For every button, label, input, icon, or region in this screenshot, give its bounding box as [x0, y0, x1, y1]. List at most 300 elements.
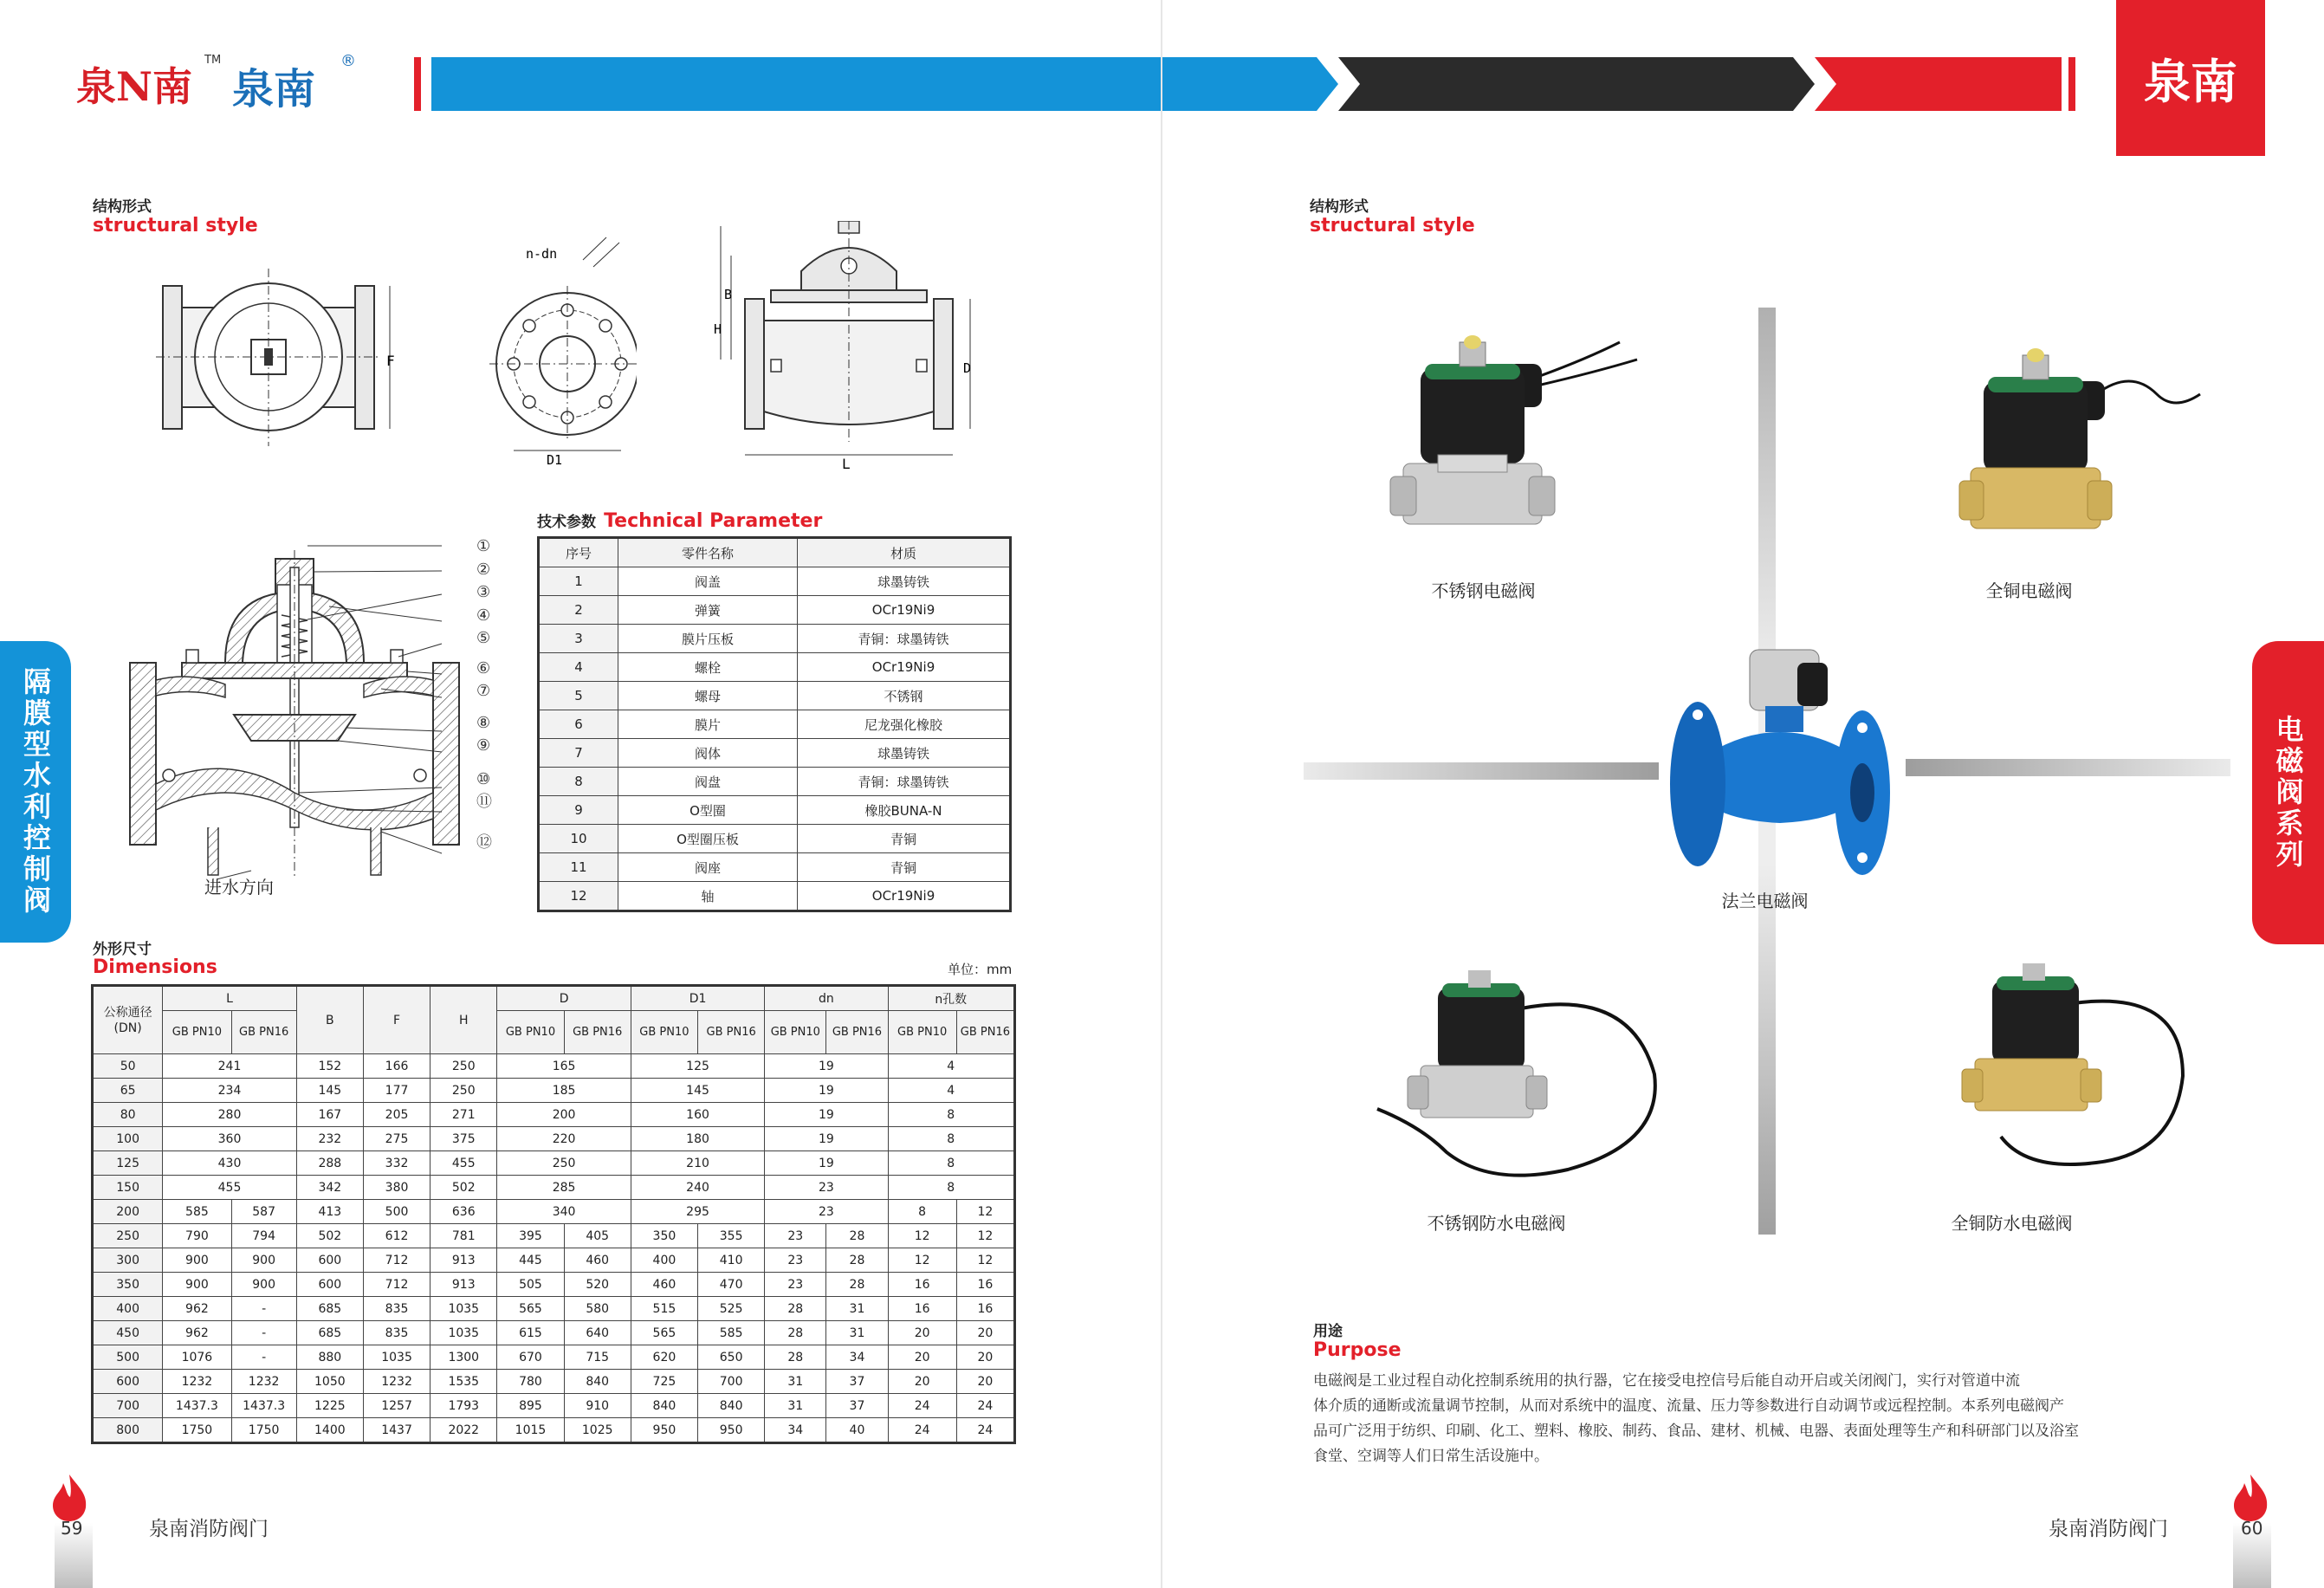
dimensions-table: [91, 984, 1016, 1444]
dim-col-d: D: [497, 986, 631, 1011]
dim-cell: 913: [430, 1248, 497, 1273]
dim-cell: 37: [826, 1370, 888, 1394]
dim-cell: 24: [888, 1418, 956, 1443]
unit-label: 单位：mm: [948, 962, 1013, 977]
dim-cell: 515: [631, 1297, 697, 1321]
param-cell-no: 7: [539, 739, 618, 768]
dim-cell: 23: [765, 1248, 826, 1273]
dim-cell: 355: [698, 1224, 765, 1248]
param-cell-material: OCr19Ni9: [798, 882, 1011, 911]
callout-10: ⑩: [476, 769, 491, 788]
param-cell-no: 10: [539, 825, 618, 853]
dim-cell: 900: [163, 1273, 231, 1297]
dim-cell: 360: [163, 1127, 296, 1151]
param-row: [539, 710, 1011, 739]
callout-8: ⑧: [476, 713, 491, 732]
dim-cell: 600: [296, 1248, 363, 1273]
dim-sub-header-l-gb16: GB PN16: [231, 1011, 296, 1054]
param-cell-material: 球墨铸铁: [798, 739, 1011, 768]
dim-cell: 8: [888, 1127, 1014, 1151]
dim-cell: 220: [497, 1127, 631, 1151]
dim-cell: 620: [631, 1345, 697, 1370]
purpose-title-zh: 用途: [1313, 1323, 1343, 1340]
dim-cell: 1015: [497, 1418, 564, 1443]
purpose-title-en: Purpose: [1313, 1339, 1402, 1361]
param-row: [539, 682, 1011, 710]
dim-cell: 165: [497, 1054, 631, 1079]
dim-cell-dn: 200: [93, 1200, 163, 1224]
purpose-line-1: 电磁阀是工业过程自动化控制系统用的执行器，它在接受电控信号后能自动开启或关闭阀门，实行对管道中流: [1313, 1372, 2020, 1390]
dim-row: [93, 1345, 1015, 1370]
dim-cell: 895: [497, 1394, 564, 1418]
param-cell-part: 轴: [618, 882, 798, 911]
left-section-tab-label: 隔膜型水利控制阀: [19, 667, 52, 917]
dim-cell: 4: [888, 1054, 1014, 1079]
dim-cell: 19: [765, 1079, 888, 1103]
param-cell-part: 阀体: [618, 739, 798, 768]
dim-cell: 167: [296, 1103, 363, 1127]
logo-registered: ®: [340, 52, 356, 70]
param-cell-material: 青铜: [798, 853, 1011, 882]
dim-row: [93, 1418, 1015, 1443]
right-structural-style-zh: 结构形式: [1310, 198, 1369, 216]
param-cell-material: OCr19Ni9: [798, 596, 1011, 625]
right-footer-text: 泉南消防阀门: [2049, 1518, 2168, 1540]
dim-col-n: n孔数: [888, 986, 1014, 1011]
dim-label-d: D: [963, 360, 972, 376]
right-section-tab-label: 电磁阀系列: [2271, 715, 2305, 871]
dim-cell: 20: [888, 1345, 956, 1370]
dim-cell: 715: [564, 1345, 631, 1370]
front-view-drawing: [156, 269, 407, 450]
structural-style-zh: 结构形式: [93, 198, 152, 216]
dim-cell: 636: [430, 1200, 497, 1224]
dim-cell: 185: [497, 1079, 631, 1103]
dim-label-b: B: [724, 287, 733, 302]
dim-row: [93, 1224, 1015, 1248]
dim-cell: 1535: [430, 1370, 497, 1394]
dim-cell: 28: [765, 1297, 826, 1321]
dim-label-n-dn: n-dn: [526, 246, 558, 262]
param-cell-no: 8: [539, 768, 618, 796]
dim-sub-header-dn-gb10: GB PN10: [765, 1011, 826, 1054]
dim-cell: 685: [296, 1321, 363, 1345]
dim-cell: 1232: [363, 1370, 430, 1394]
dim-cell: 712: [363, 1248, 430, 1273]
dim-cell: 332: [363, 1151, 430, 1176]
param-title: [537, 509, 822, 532]
dim-cell: 145: [631, 1079, 764, 1103]
param-row: [539, 796, 1011, 825]
dim-cell-dn: 450: [93, 1321, 163, 1345]
dim-cell: 962: [163, 1321, 231, 1345]
dim-cell: 24: [888, 1394, 956, 1418]
dim-cell: 430: [163, 1151, 296, 1176]
param-cell-no: 1: [539, 567, 618, 596]
dim-row: [93, 1127, 1015, 1151]
param-cell-no: 9: [539, 796, 618, 825]
callout-7: ⑦: [476, 682, 491, 700]
param-cell-part: 弹簧: [618, 596, 798, 625]
dim-row: [93, 1273, 1015, 1297]
right-flame-icon: [2229, 1473, 2272, 1523]
param-cell-part: 膜片: [618, 710, 798, 739]
flame-icon: [48, 1473, 91, 1523]
dim-cell: 565: [497, 1297, 564, 1321]
dim-cell: 615: [497, 1321, 564, 1345]
dim-cell: 565: [631, 1321, 697, 1345]
dim-cell: 1750: [231, 1418, 296, 1443]
dim-sub-header-row: [93, 1011, 1015, 1054]
technical-parameter-table: [537, 536, 1012, 912]
dim-cell: 780: [497, 1370, 564, 1394]
param-cell-material: 青铜：球墨铸铁: [798, 625, 1011, 653]
callout-2: ②: [476, 560, 491, 579]
dim-cell: 342: [296, 1176, 363, 1200]
dim-cell: 505: [497, 1273, 564, 1297]
dim-cell: 1437.3: [231, 1394, 296, 1418]
param-col-no: 序号: [539, 538, 618, 567]
brand-logo: [76, 50, 371, 111]
dim-cell: 380: [363, 1176, 430, 1200]
dim-cell: 160: [631, 1103, 764, 1127]
dim-cell: 12: [888, 1248, 956, 1273]
dim-cell: 200: [497, 1103, 631, 1127]
dim-cell: 8: [888, 1176, 1014, 1200]
dim-cell: 234: [163, 1079, 296, 1103]
dim-cell: 455: [163, 1176, 296, 1200]
dim-cell: 28: [765, 1345, 826, 1370]
dim-col-dn-hole: dn: [765, 986, 888, 1011]
dim-cell: 12: [956, 1248, 1014, 1273]
dim-cell: 375: [430, 1127, 497, 1151]
param-col-material: 材质: [798, 538, 1011, 567]
param-cell-part: 膜片压板: [618, 625, 798, 653]
dim-cell: 28: [826, 1224, 888, 1248]
callout-4: ④: [476, 606, 491, 625]
dim-cell: 455: [430, 1151, 497, 1176]
left-footer-text: 泉南消防阀门: [149, 1518, 269, 1540]
dim-row: [93, 1321, 1015, 1345]
dim-cell-dn: 600: [93, 1370, 163, 1394]
dim-cell: 585: [698, 1321, 765, 1345]
dim-cell: 1300: [430, 1345, 497, 1370]
dim-label-h: H: [714, 321, 722, 337]
dim-cell: 8: [888, 1200, 956, 1224]
side-view-drawing: [710, 221, 987, 472]
product-caption-brass: 全铜电磁阀: [1985, 580, 2073, 601]
param-row: [539, 625, 1011, 653]
dim-cell: 250: [430, 1054, 497, 1079]
dim-cell: 145: [296, 1079, 363, 1103]
dim-cell: 1035: [430, 1321, 497, 1345]
right-brand-text: 泉南: [2144, 53, 2237, 109]
param-cell-material: OCr19Ni9: [798, 653, 1011, 682]
dim-cell: 271: [430, 1103, 497, 1127]
dim-cell: 152: [296, 1054, 363, 1079]
dim-cell: 125: [631, 1054, 764, 1079]
dim-cell: 280: [163, 1103, 296, 1127]
dim-cell: 500: [363, 1200, 430, 1224]
param-cell-no: 11: [539, 853, 618, 882]
product-caption-flange: 法兰电磁阀: [1721, 891, 1809, 911]
dim-cell: 585: [163, 1200, 231, 1224]
dim-cell: 31: [826, 1297, 888, 1321]
param-row: [539, 596, 1011, 625]
logo-text: 泉南: [232, 65, 316, 113]
dim-cell: 1035: [430, 1297, 497, 1321]
dim-cell: 1225: [296, 1394, 363, 1418]
logo-mark: 泉N南: [76, 63, 193, 110]
product-image-stainless: [1386, 325, 1646, 559]
dim-cell: 840: [698, 1394, 765, 1418]
param-cell-material: 青铜：球墨铸铁: [798, 768, 1011, 796]
callout-1: ①: [476, 537, 491, 555]
left-section-tab: [0, 641, 71, 943]
dim-cell: 640: [564, 1321, 631, 1345]
dim-cell: 4: [888, 1079, 1014, 1103]
dim-cell: 250: [497, 1151, 631, 1176]
param-cell-part: 螺栓: [618, 653, 798, 682]
param-cell-part: O型圈压板: [618, 825, 798, 853]
param-cell-part: 螺母: [618, 682, 798, 710]
dim-cell: 20: [888, 1321, 956, 1345]
dim-label-f: F: [386, 353, 395, 369]
dim-cell: 790: [163, 1224, 231, 1248]
dim-cell: 612: [363, 1224, 430, 1248]
dim-cell-dn: 80: [93, 1103, 163, 1127]
param-cell-no: 2: [539, 596, 618, 625]
product-image-flange: [1663, 645, 1897, 888]
dim-cell: 910: [564, 1394, 631, 1418]
product-caption-brass-waterproof: 全铜防水电磁阀: [1951, 1213, 2073, 1234]
dim-cell: 670: [497, 1345, 564, 1370]
dim-cell: 600: [296, 1273, 363, 1297]
param-col-part: 零件名称: [618, 538, 798, 567]
dim-cell: 1793: [430, 1394, 497, 1418]
dim-cell: 712: [363, 1273, 430, 1297]
dim-cell: 23: [765, 1224, 826, 1248]
dim-cell: 16: [888, 1273, 956, 1297]
param-row: [539, 567, 1011, 596]
dim-cell: -: [231, 1321, 296, 1345]
dim-cell: 650: [698, 1345, 765, 1370]
dim-cell: 285: [497, 1176, 631, 1200]
purpose-line-4: 食堂、空调等人们日常生活设施中。: [1313, 1448, 1549, 1465]
dim-row: [93, 1200, 1015, 1224]
dim-cell: 900: [163, 1248, 231, 1273]
dim-cell: 685: [296, 1297, 363, 1321]
dim-cell: 950: [698, 1418, 765, 1443]
dim-cell: 502: [430, 1176, 497, 1200]
dim-cell: 37: [826, 1394, 888, 1418]
product-image-brass-waterproof: [1923, 963, 2217, 1180]
dim-cell: 840: [564, 1370, 631, 1394]
dim-label-l: L: [842, 456, 851, 472]
dim-cell-dn: 100: [93, 1127, 163, 1151]
dim-cell: 460: [564, 1248, 631, 1273]
dim-cell: 20: [956, 1321, 1014, 1345]
dim-cell: 19: [765, 1103, 888, 1127]
param-cell-no: 6: [539, 710, 618, 739]
dim-cell: 20: [888, 1370, 956, 1394]
dim-col-f: F: [363, 986, 430, 1054]
dim-cell: 12: [956, 1200, 1014, 1224]
dim-cell: 31: [826, 1321, 888, 1345]
dim-cell: 275: [363, 1127, 430, 1151]
product-caption-stainless-waterproof: 不锈钢防水电磁阀: [1427, 1213, 1566, 1234]
dim-cell-dn: 250: [93, 1224, 163, 1248]
dim-sub-header-n-gb16: GB PN16: [956, 1011, 1014, 1054]
param-header-row: [539, 538, 1011, 567]
dim-sub-header-d1-gb16: GB PN16: [698, 1011, 765, 1054]
cross-section-drawing: [121, 533, 511, 897]
callout-9: ⑨: [476, 736, 491, 755]
dim-cell: 23: [765, 1176, 888, 1200]
dim-cell: 1437: [363, 1418, 430, 1443]
flange-view-drawing: [481, 234, 637, 468]
dim-body: [93, 1054, 1015, 1443]
dim-cell: 23: [765, 1200, 888, 1224]
purpose-paragraph: [1313, 1369, 2218, 1469]
callout-12: ⑫: [476, 833, 492, 852]
dim-cell: -: [231, 1345, 296, 1370]
dim-row: [93, 1151, 1015, 1176]
dim-cell-dn: 800: [93, 1418, 163, 1443]
dim-cell: 31: [765, 1394, 826, 1418]
dim-cell: 835: [363, 1321, 430, 1345]
dim-row: [93, 1054, 1015, 1079]
param-cell-part: 阀盘: [618, 768, 798, 796]
dim-sub-header-dn-gb16: GB PN16: [826, 1011, 888, 1054]
param-cell-material: 尼龙强化橡胶: [798, 710, 1011, 739]
dim-cell: 1076: [163, 1345, 231, 1370]
horizontal-divider-right: [1906, 759, 2230, 776]
dim-cell: 34: [826, 1345, 888, 1370]
dim-cell: 1400: [296, 1418, 363, 1443]
dim-cell: 205: [363, 1103, 430, 1127]
dim-cell: 40: [826, 1418, 888, 1443]
right-page-number: 60: [2241, 1518, 2263, 1539]
dim-cell: 240: [631, 1176, 764, 1200]
callout-11: ⑪: [476, 793, 492, 811]
purpose-line-2: 体介质的通断或流量调节控制，从而对系统中的温度、流量、压力等参数进行自动调节或远程控制。本系列电磁阀产: [1313, 1397, 2064, 1415]
dim-cell: 913: [430, 1273, 497, 1297]
param-cell-no: 5: [539, 682, 618, 710]
dim-cell: 350: [631, 1224, 697, 1248]
dim-cell: 8: [888, 1103, 1014, 1127]
dim-row: [93, 1394, 1015, 1418]
dim-cell-dn: 150: [93, 1176, 163, 1200]
dim-label-d1: D1: [547, 452, 563, 468]
callout-6: ⑥: [476, 658, 491, 677]
dim-row: [93, 1176, 1015, 1200]
param-cell-no: 4: [539, 653, 618, 682]
dim-cell: 12: [888, 1224, 956, 1248]
param-row: [539, 853, 1011, 882]
page-fold: [1161, 0, 1162, 1588]
dim-cell: 232: [296, 1127, 363, 1151]
param-row: [539, 739, 1011, 768]
param-cell-material: 球墨铸铁: [798, 567, 1011, 596]
dim-cell: 1232: [231, 1370, 296, 1394]
param-cell-material: 青铜: [798, 825, 1011, 853]
right-brand-badge: [2116, 0, 2265, 156]
dim-cell: 502: [296, 1224, 363, 1248]
dim-cell: 19: [765, 1054, 888, 1079]
dim-cell: 16: [888, 1297, 956, 1321]
dim-cell: 180: [631, 1127, 764, 1151]
dim-cell: 1050: [296, 1370, 363, 1394]
dim-cell: 405: [564, 1224, 631, 1248]
dim-cell: 24: [956, 1394, 1014, 1418]
dim-cell: 166: [363, 1054, 430, 1079]
dim-cell: 525: [698, 1297, 765, 1321]
dim-cell: 24: [956, 1418, 1014, 1443]
dim-sub-header-l-gb10: GB PN10: [163, 1011, 231, 1054]
purpose-line-3: 品可广泛用于纺织、印刷、化工、塑料、橡胶、制药、食品、建材、机械、电器、表面处理等生产和科研部门以及浴室: [1313, 1423, 2079, 1440]
dim-cell: 20: [956, 1370, 1014, 1394]
dim-cell: 19: [765, 1151, 888, 1176]
dim-cell: 580: [564, 1297, 631, 1321]
dim-cell: 835: [363, 1297, 430, 1321]
dim-col-l: L: [163, 986, 296, 1011]
left-page-number: 59: [61, 1518, 83, 1539]
dim-cell: 1232: [163, 1370, 231, 1394]
dim-col-h: H: [430, 986, 497, 1054]
dim-cell: 900: [231, 1273, 296, 1297]
param-row: [539, 882, 1011, 911]
dim-cell: 410: [698, 1248, 765, 1273]
dim-title-zh: 外形尺寸: [93, 941, 152, 958]
dim-cell-dn: 350: [93, 1273, 163, 1297]
dim-cell: 177: [363, 1079, 430, 1103]
dim-sub-header-n-gb10: GB PN10: [888, 1011, 956, 1054]
dim-cell: 460: [631, 1273, 697, 1297]
horizontal-divider-left: [1304, 762, 1659, 780]
structural-style-en: structural style: [93, 215, 258, 237]
param-row: [539, 653, 1011, 682]
dim-cell-dn: 300: [93, 1248, 163, 1273]
dim-cell-dn: 65: [93, 1079, 163, 1103]
param-cell-no: 12: [539, 882, 618, 911]
dim-cell: 880: [296, 1345, 363, 1370]
dim-cell: 413: [296, 1200, 363, 1224]
dim-cell: 794: [231, 1224, 296, 1248]
dim-cell: 19: [765, 1127, 888, 1151]
header-stripe: [407, 52, 2088, 116]
dim-cell: 470: [698, 1273, 765, 1297]
dim-row: [93, 1370, 1015, 1394]
dim-cell: 962: [163, 1297, 231, 1321]
dim-title-en: Dimensions: [93, 956, 217, 978]
dim-col-dn: 公称通径(DN): [93, 986, 163, 1054]
dim-row: [93, 1103, 1015, 1127]
dim-cell: 295: [631, 1200, 764, 1224]
right-section-tab: [2252, 641, 2324, 944]
dim-sub-header-d-gb10: GB PN10: [497, 1011, 564, 1054]
product-caption-stainless: 不锈钢电磁阀: [1431, 580, 1536, 601]
dim-cell: 1437.3: [163, 1394, 231, 1418]
dim-cell: 725: [631, 1370, 697, 1394]
param-row: [539, 825, 1011, 853]
dim-cell: 210: [631, 1151, 764, 1176]
param-row: [539, 768, 1011, 796]
param-title-zh: 技术参数: [537, 514, 596, 531]
dim-cell: 340: [497, 1200, 631, 1224]
dim-cell: 28: [826, 1273, 888, 1297]
dim-row: [93, 1079, 1015, 1103]
